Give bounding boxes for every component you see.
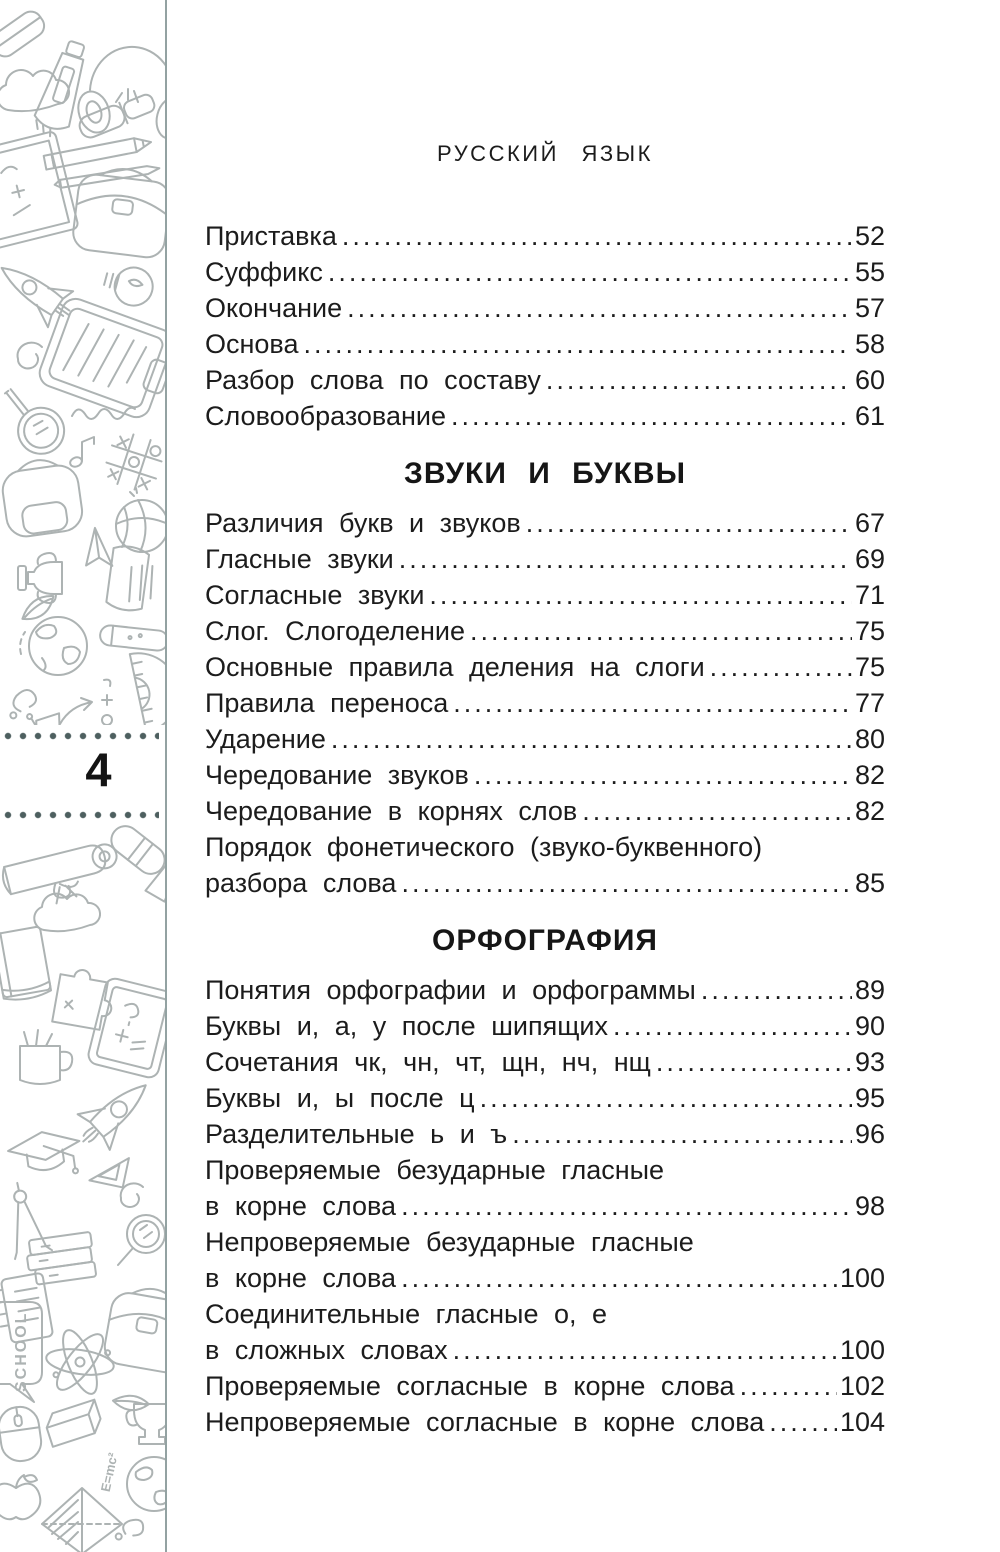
toc-entry-title: Чередование звуков (205, 760, 469, 790)
toc-entry-title: Чередование в корнях слов (205, 796, 578, 826)
toc-entry-title: Разбор слова по составу (205, 365, 541, 395)
dot-leader (347, 290, 852, 326)
dot-leader (304, 326, 852, 362)
arrow-icon (60, 698, 92, 724)
tictactoe-icon (101, 429, 165, 495)
dot-leader (451, 398, 852, 434)
spiral2-icon (121, 1183, 143, 1207)
backpack-icon (0, 455, 85, 539)
toc-entry-page: 57 (854, 293, 885, 323)
toc-entry-title: Правила переноса (205, 688, 449, 718)
toc-entry (205, 1224, 885, 1296)
toc-entry-title: Соединительные гласные о, е (205, 1299, 607, 1329)
toc-entry-page: 95 (854, 1083, 885, 1113)
toc-entry-title: Приставка (205, 221, 337, 251)
computer-mouse-icon (0, 1404, 44, 1463)
cloud2-icon (34, 894, 100, 932)
toc-entry (205, 1116, 885, 1152)
section-heading: ОРФОГРАФИЯ (432, 924, 658, 957)
glue-stick-icon (77, 91, 158, 141)
toc-entry-title-cont: в сложных словах (205, 1335, 448, 1365)
decorative-sidebar (0, 0, 167, 1552)
tablet-icon (86, 977, 165, 1080)
toc-entry-title-cont: разбора слова (205, 868, 397, 898)
page-number-band (0, 725, 165, 822)
flag-icon (100, 543, 162, 616)
schoolbag-icon (71, 164, 165, 260)
dot-leader (710, 649, 852, 685)
globe2-icon (127, 1457, 165, 1511)
toc-entry-title: Различия букв и звуков (205, 508, 521, 538)
toc-entry-title: Словообразование (205, 401, 446, 431)
toc-entry-title: Слог. Слогоделение (205, 616, 466, 646)
dot-leader (470, 613, 852, 649)
question-mark2-icon (115, 1516, 145, 1544)
book-icon (0, 926, 52, 1002)
paint-tube-icon (145, 855, 165, 902)
toc-entry-title: Согласные звуки (205, 580, 425, 610)
toc-entry-page: 98 (854, 1191, 885, 1221)
toc-page (167, 0, 1000, 1552)
toc-entry-title: Основа (205, 329, 299, 359)
toc-entry-page: 60 (854, 365, 885, 395)
magnifier-icon (0, 388, 69, 456)
toc-entry-page: 71 (854, 580, 885, 610)
toc-entry (205, 218, 885, 254)
toc-entry (205, 1404, 885, 1440)
dotted-divider-top (4, 732, 159, 740)
cloud-icon (0, 70, 69, 111)
spiral-icon (18, 343, 42, 369)
blackboard-icon (0, 131, 79, 249)
toc-entry-page: 69 (854, 544, 885, 574)
toc-entry-page: 100 (839, 1263, 885, 1293)
music-note-icon (69, 437, 94, 468)
toc-entry (205, 685, 885, 721)
magnifier2-icon (118, 1215, 165, 1265)
toc-entry-page: 61 (854, 401, 885, 431)
math-symbols-icon (102, 680, 112, 725)
headphones-icon (73, 47, 165, 142)
toc-entry (205, 254, 885, 290)
leaf2-icon (112, 1388, 150, 1417)
dot-leader (399, 541, 852, 577)
dot-leader (740, 1368, 837, 1404)
capsule-icon (106, 820, 165, 879)
eraser-icon (0, 7, 48, 60)
toc-entry-page: 93 (854, 1047, 885, 1077)
toc-entry-page: 55 (854, 257, 885, 287)
toc-entry-page: 80 (854, 724, 885, 754)
toc-entry-title: Буквы и, а, у после шипящих (205, 1011, 608, 1041)
toc-entry (205, 1044, 885, 1080)
toc-entry-title: Буквы и, ы после ц (205, 1083, 475, 1113)
toc-entry-page: 52 (854, 221, 885, 251)
kite-icon (42, 1488, 122, 1552)
dot-leader (453, 685, 852, 721)
toc-entry (205, 577, 885, 613)
dot-leader (701, 972, 852, 1008)
toc-entry-page: 100 (839, 1335, 885, 1365)
toc-entry-page: 58 (854, 329, 885, 359)
toc-entry-title: Ударение (205, 724, 326, 754)
dot-leader (582, 793, 852, 829)
dot-leader (401, 865, 852, 901)
dot-leader (401, 1188, 852, 1224)
basketball-icon (116, 488, 165, 552)
dot-leader (429, 577, 852, 613)
dot-leader (613, 1008, 852, 1044)
toc-entry-page: 104 (839, 1407, 885, 1437)
toc-entry-page: 77 (854, 688, 885, 718)
puzzle-icon (52, 966, 117, 1031)
toc-entry (205, 972, 885, 1008)
dot-leader (656, 1044, 852, 1080)
trophy2-icon (126, 1404, 165, 1444)
section-heading: ЗВУКИ И БУКВЫ (404, 457, 686, 490)
dot-leader (342, 218, 852, 254)
toc-entry (205, 649, 885, 685)
toc-entry-page: 89 (854, 975, 885, 1005)
toc-entry (205, 1080, 885, 1116)
toc-entry-title: Гласные звуки (205, 544, 394, 574)
toc-entry (205, 326, 885, 362)
toc-entry (205, 1296, 885, 1368)
toc-entry (205, 1368, 885, 1404)
globe-icon (20, 617, 87, 675)
dot-leader (328, 254, 852, 290)
toc-entry-page: 90 (854, 1011, 885, 1041)
toc-entry-title: Суффикс (205, 257, 323, 287)
apple-icon (0, 1475, 40, 1519)
question-mark-icon (5, 688, 40, 719)
toc-entry-page: 85 (854, 868, 885, 898)
toc-entry (205, 757, 885, 793)
test-tube-icon (99, 625, 165, 652)
toc-entry-page: 102 (839, 1371, 885, 1401)
table-of-contents (205, 218, 885, 1440)
toc-entry-title: Проверяемые согласные в корне слова (205, 1371, 735, 1401)
toc-entry-title: Непроверяемые согласные в корне слова (205, 1407, 765, 1437)
toc-entry-page: 82 (854, 760, 885, 790)
dot-leader (474, 757, 852, 793)
running-header: РУССКИЙ ЯЗЫК (437, 141, 653, 166)
toc-entry-page: 82 (854, 796, 885, 826)
paper-plane-icon (81, 526, 112, 569)
toc-entry-title: Разделительные ь и ъ (205, 1119, 508, 1149)
page-number: 4 (85, 743, 112, 796)
trophy-icon (18, 553, 62, 603)
dot-leader (546, 362, 852, 398)
toc-entry-title-cont: в корне слова (205, 1263, 397, 1293)
scroll-icon (0, 840, 124, 915)
toc-entry-page: 75 (854, 652, 885, 682)
toc-entry (205, 1008, 885, 1044)
toc-entry (205, 541, 885, 577)
rocket2-icon (67, 1067, 162, 1159)
toc-entry-title: Сочетания чк, чн, чт, щн, нч, нщ (205, 1047, 651, 1077)
lightbulb-icon (101, 261, 157, 310)
school-text: SCHOOL (13, 1311, 30, 1392)
toc-entry (205, 362, 885, 398)
dot-leader (453, 1332, 837, 1368)
dot-leader (480, 1080, 852, 1116)
toc-entry-title: Проверяемые безударные гласные (205, 1155, 665, 1185)
rocket-icon (0, 250, 81, 333)
backpack2-icon (102, 1282, 165, 1375)
eraser-3d-icon (43, 1400, 104, 1447)
toc-entry (205, 290, 885, 326)
formula-icon (98, 1451, 121, 1493)
toc-entry (205, 1152, 885, 1224)
mug-icon (20, 1030, 72, 1084)
toc-entry-title-cont: в корне слова (205, 1191, 397, 1221)
dot-leader (401, 1260, 837, 1296)
graduation-cap-icon (6, 1127, 84, 1182)
clipboard-icon (36, 295, 165, 423)
toc-entry (205, 829, 885, 901)
dot-leader (512, 1116, 852, 1152)
toc-entry (205, 505, 885, 541)
set-square-icon (89, 1151, 128, 1187)
toc-entry-page: 96 (854, 1119, 885, 1149)
book-stack-icon (25, 1232, 97, 1286)
dot-leader (769, 1404, 837, 1440)
toc-entry-title: Порядок фонетического (звуко-буквенного) (205, 832, 763, 862)
protractor-icon (130, 646, 165, 733)
emc-text: E=mc² (97, 1451, 121, 1494)
dot-leader (526, 505, 852, 541)
toc-entry-page: 75 (854, 616, 885, 646)
toc-entry (205, 793, 885, 829)
toc-entry-title: Окончание (205, 293, 343, 323)
toc-entry-page: 67 (854, 508, 885, 538)
toc-entry (205, 398, 885, 434)
dotted-divider-bottom (4, 811, 159, 819)
toc-entry-title: Непроверяемые безударные гласные (205, 1227, 694, 1257)
dot-leader (331, 721, 852, 757)
toc-entry-title: Основные правила деления на слоги (205, 652, 705, 682)
toc-entry (205, 721, 885, 757)
toc-entry (205, 613, 885, 649)
toc-entry-title: Понятия орфографии и орфограммы (205, 975, 696, 1005)
